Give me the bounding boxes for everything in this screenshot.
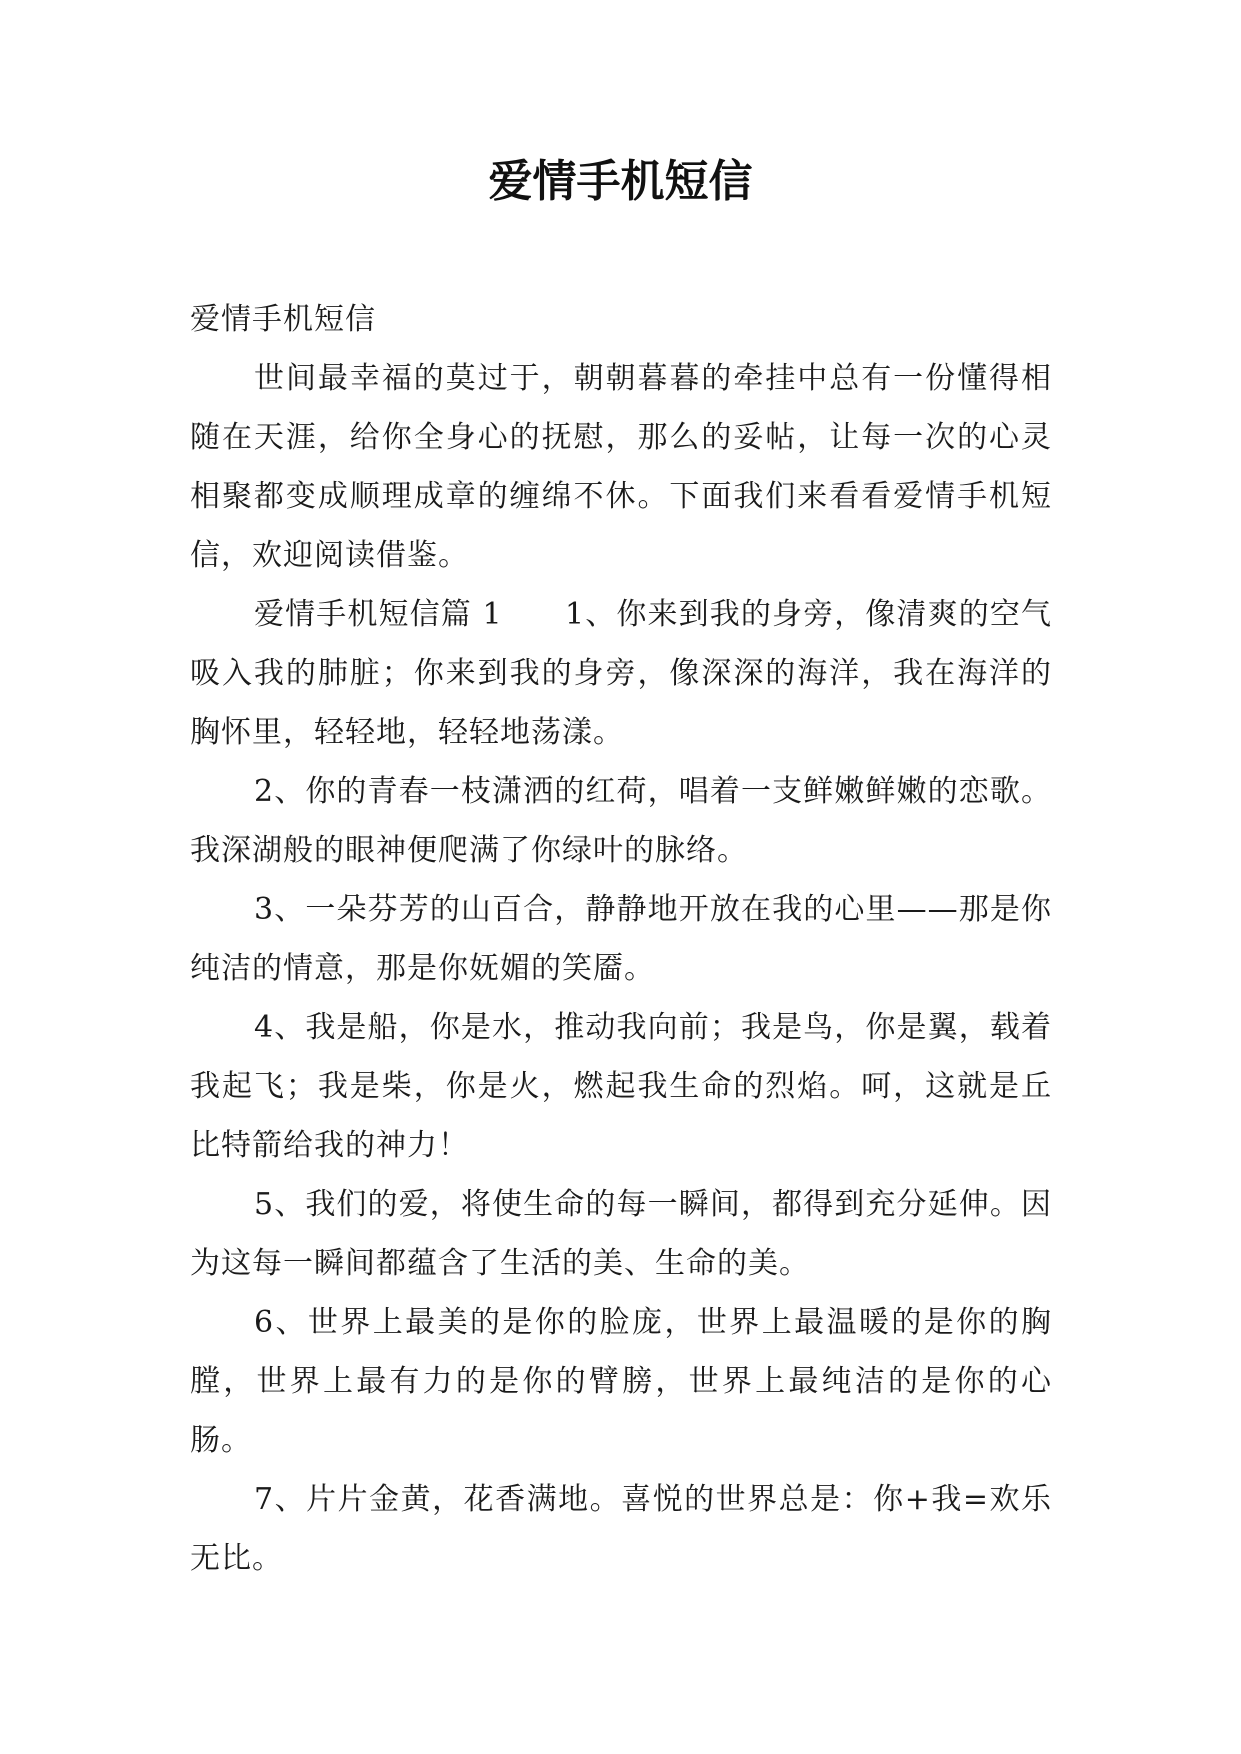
paragraph-item-1: 爱情手机短信篇 1 1、你来到我的身旁，像清爽的空气吸入我的肺脏；你来到我的身旁，像深深的海洋，我在海洋的胸怀里，轻轻地，轻轻地荡漾。 [190,597,1052,750]
paragraph-item-2: 2、你的青春一枝潇洒的红荷，唱着一支鲜嫩鲜嫩的恋歌。我深湖般的眼神便爬满了你绿叶的脉络。 [190,774,1052,868]
paragraph-item-6: 6、世界上最美的是你的脸庞，世界上最温暖的是你的胸膛，世界上最有力的是你的臂膀，世界上最纯洁的是你的心肠。 [190,1305,1052,1458]
paragraph-item-3: 3、一朵芬芳的山百合，静静地开放在我的心里——那是你纯洁的情意，那是你妩媚的笑靥。 [190,892,1052,986]
paragraph-item-4: 4、我是船，你是水，推动我向前；我是鸟，你是翼，载着我起飞；我是柴，你是火，燃起我生命的烈焰。呵，这就是丘比特箭给我的神力！ [190,1010,1052,1163]
paragraph-subtitle: 爱情手机短信 [190,302,376,337]
document-body [190,290,1052,1588]
paragraph-item-5: 5、我们的爱，将使生命的每一瞬间，都得到充分延伸。因为这每一瞬间都蕴含了生活的美、生命的美。 [190,1187,1052,1281]
paragraph-item-7: 7、片片金黄，花香满地。喜悦的世界总是：你+我=欢乐无比。 [190,1482,1052,1576]
paragraph-intro: 世间最幸福的莫过于，朝朝暮暮的牵挂中总有一份懂得相随在天涯，给你全身心的抚慰，那么的妥帖，让每一次的心灵相聚都变成顺理成章的缠绵不休。下面我们来看看爱情手机短信，欢迎阅读借鉴。 [190,361,1052,573]
document-title: 爱情手机短信 [488,156,753,207]
